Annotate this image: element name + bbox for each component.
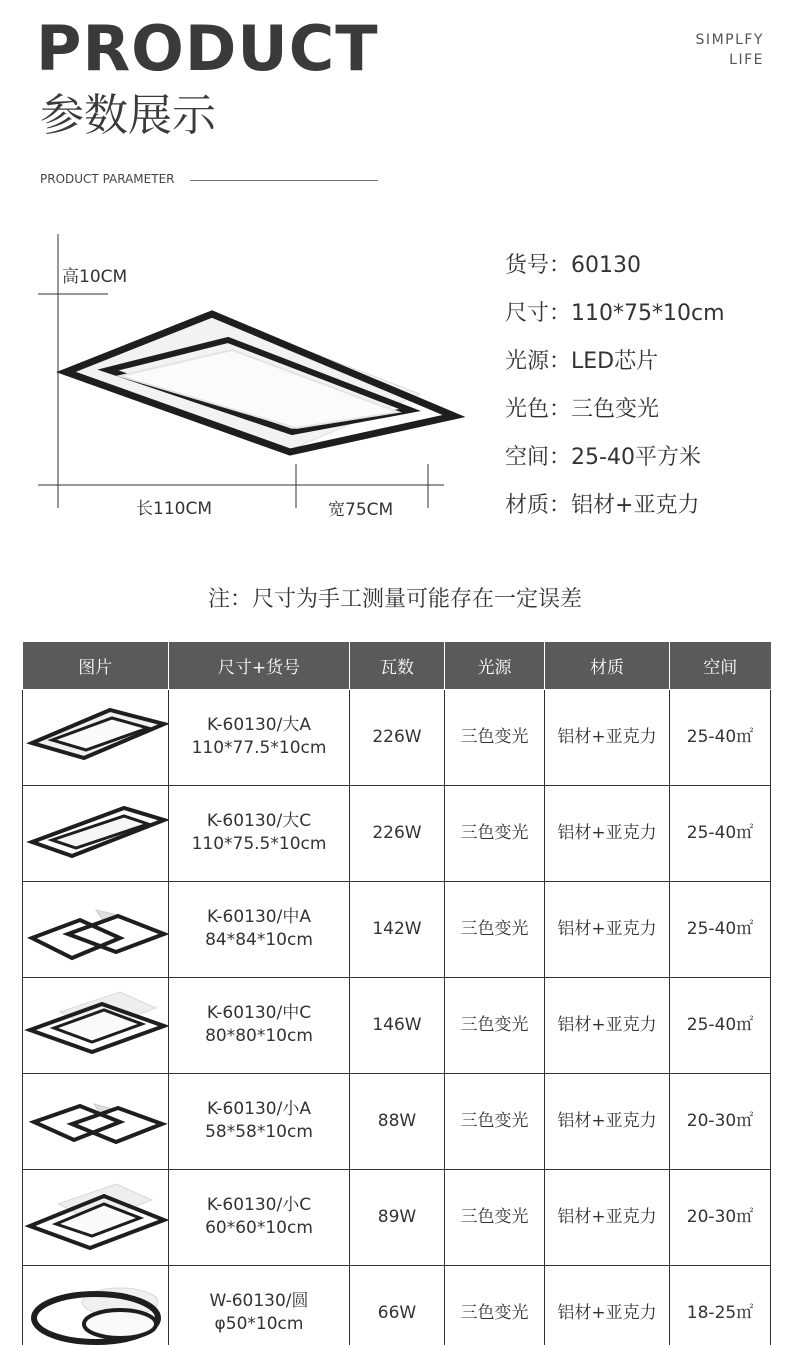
- product-size: 58*58*10cm: [205, 1122, 313, 1142]
- table-header-row: [23, 642, 771, 689]
- spec-value: 铝材+亚克力: [571, 493, 700, 518]
- space-cell: 25-40㎡: [670, 977, 771, 1073]
- model-number: K-60130/中C: [206, 1003, 312, 1023]
- column-header: 瓦数: [350, 642, 445, 689]
- model-size-cell: [169, 785, 350, 881]
- space-cell: 18-25㎡: [670, 1265, 771, 1345]
- spec-label: 光色：: [505, 397, 572, 422]
- spec-value: 110*75*10cm: [571, 301, 725, 326]
- model-size-cell: [169, 1169, 350, 1265]
- model-size-cell: [169, 881, 350, 977]
- product-image-cell: [23, 1169, 169, 1265]
- spec-list: [505, 248, 725, 536]
- slogan-line-2: LIFE: [729, 52, 764, 68]
- product-size: 80*80*10cm: [205, 1026, 313, 1046]
- wattage-cell: 226W: [350, 689, 445, 785]
- wattage-cell: 226W: [350, 785, 445, 881]
- light-source-cell: 三色变光: [445, 1073, 545, 1169]
- spec-label: 材质：: [505, 493, 572, 518]
- page-subtitle: 参数展示: [40, 90, 216, 141]
- spec-item-number: [505, 248, 725, 296]
- section-label: PRODUCT PARAMETER: [40, 172, 175, 186]
- material-cell: 铝材+亚克力: [545, 1265, 670, 1345]
- product-image-cell: [23, 881, 169, 977]
- table-row: [23, 1169, 771, 1265]
- medium-square-offset-lamp-icon: [24, 882, 168, 970]
- model-number: K-60130/大A: [207, 715, 311, 735]
- column-header: 图片: [23, 642, 169, 689]
- small-square-lamp-icon: [24, 1170, 168, 1258]
- light-source-cell: 三色变光: [445, 977, 545, 1073]
- light-source-cell: 三色变光: [445, 1265, 545, 1345]
- page-title: PRODUCT: [36, 12, 379, 85]
- model-number: K-60130/小A: [207, 1099, 311, 1119]
- slogan: [696, 30, 764, 70]
- space-cell: 25-40㎡: [670, 785, 771, 881]
- material-cell: 铝材+亚克力: [545, 1169, 670, 1265]
- space-cell: 20-30㎡: [670, 1169, 771, 1265]
- product-size: 110*77.5*10cm: [191, 738, 327, 758]
- column-header: 光源: [445, 642, 545, 689]
- table-row: [23, 785, 771, 881]
- space-cell: 20-30㎡: [670, 1073, 771, 1169]
- light-source-cell: 三色变光: [445, 785, 545, 881]
- product-size: 60*60*10cm: [205, 1218, 313, 1238]
- length-label: 长110CM: [136, 499, 212, 519]
- material-cell: 铝材+亚克力: [545, 881, 670, 977]
- product-image-cell: [23, 1265, 169, 1345]
- large-rectangle-double-lamp-icon: [24, 786, 168, 874]
- model-size-cell: [169, 977, 350, 1073]
- model-size-cell: [169, 689, 350, 785]
- model-size-cell: [169, 1265, 350, 1345]
- table-row: [23, 881, 771, 977]
- material-cell: 铝材+亚克力: [545, 1073, 670, 1169]
- model-number: W-60130/圆: [209, 1291, 309, 1311]
- product-size: φ50*10cm: [214, 1314, 304, 1334]
- spec-value: 60130: [571, 253, 642, 278]
- medium-square-lamp-icon: [24, 978, 168, 1066]
- table-row: [23, 1073, 771, 1169]
- table-row: [23, 689, 771, 785]
- wattage-cell: 89W: [350, 1169, 445, 1265]
- height-label: 高10CM: [62, 267, 128, 287]
- model-number: K-60130/小C: [206, 1195, 312, 1215]
- product-size: 84*84*10cm: [205, 930, 313, 950]
- model-number: K-60130/大C: [206, 811, 312, 831]
- measurement-note: 注：尺寸为手工测量可能存在一定误差: [207, 587, 582, 612]
- large-rectangle-lamp-icon: [24, 690, 168, 778]
- section-divider: [190, 180, 378, 181]
- column-header: 空间: [670, 642, 771, 689]
- light-source-cell: 三色变光: [445, 689, 545, 785]
- material-cell: 铝材+亚克力: [545, 689, 670, 785]
- space-cell: 25-40㎡: [670, 689, 771, 785]
- space-cell: 25-40㎡: [670, 881, 771, 977]
- light-source-cell: 三色变光: [445, 1169, 545, 1265]
- wattage-cell: 142W: [350, 881, 445, 977]
- light-source-cell: 三色变光: [445, 881, 545, 977]
- column-header: 材质: [545, 642, 670, 689]
- model-size-cell: [169, 1073, 350, 1169]
- table-row: [23, 977, 771, 1073]
- width-label: 宽75CM: [328, 500, 394, 520]
- product-image-cell: [23, 689, 169, 785]
- product-image-cell: [23, 785, 169, 881]
- wattage-cell: 146W: [350, 977, 445, 1073]
- spec-value: 三色变光: [571, 397, 660, 422]
- material-cell: 铝材+亚克力: [545, 785, 670, 881]
- spec-item-space: [505, 440, 725, 488]
- spec-label: 尺寸：: [505, 301, 572, 326]
- small-square-offset-lamp-icon: [24, 1074, 168, 1162]
- spec-label: 空间：: [505, 445, 572, 470]
- spec-item-size: [505, 296, 725, 344]
- spec-label: 光源：: [505, 349, 572, 374]
- material-cell: 铝材+亚克力: [545, 977, 670, 1073]
- table-row: [23, 1265, 771, 1345]
- slogan-line-1: SIMPLFY: [695, 32, 764, 48]
- spec-item-material: [505, 488, 725, 536]
- spec-item-light-color: [505, 392, 725, 440]
- column-header: 尺寸+货号: [169, 642, 350, 689]
- spec-value: 25-40平方米: [571, 445, 701, 470]
- spec-item-light-source: [505, 344, 725, 392]
- spec-label: 货号：: [505, 253, 572, 278]
- wattage-cell: 88W: [350, 1073, 445, 1169]
- wattage-cell: 66W: [350, 1265, 445, 1345]
- product-image-cell: [23, 977, 169, 1073]
- product-table: [22, 642, 771, 1345]
- lamp-illustration: [66, 314, 454, 452]
- round-lamp-icon: [24, 1266, 168, 1345]
- spec-value: LED芯片: [571, 349, 659, 374]
- product-size: 110*75.5*10cm: [191, 834, 327, 854]
- model-number: K-60130/中A: [207, 907, 311, 927]
- product-image-cell: [23, 1073, 169, 1169]
